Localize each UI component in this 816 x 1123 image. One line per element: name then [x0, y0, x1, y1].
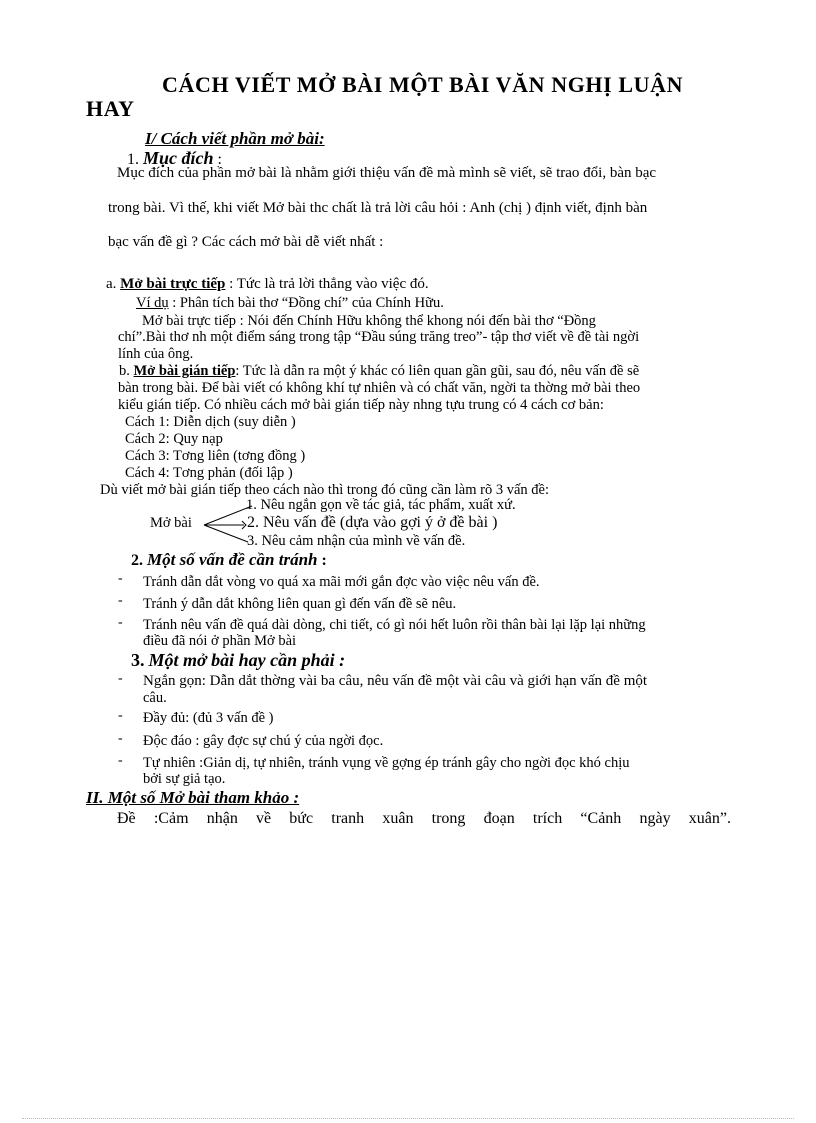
indirect-text: : Tức là dẫn ra một ý khác có liên quan gần gũi, sau đó, nêu vấn đề sẽ: [235, 363, 640, 379]
direct-example: [136, 295, 444, 312]
bullet-dash: -: [118, 671, 123, 686]
avoid-item-3-line-2: điều đã nói ở phần Mở bài: [143, 633, 297, 649]
good-item-4-line-2: bởi sự giả tạo.: [143, 771, 226, 787]
avoid-item-2: Tránh ý dẫn dắt không liên quan gì đến vấn đề sẽ nêu.: [143, 596, 457, 612]
indirect-line-3: kiểu gián tiếp. Có nhiều cách mở bài gián tiếp này nhng tựu trung có 4 cách cơ bản:: [118, 397, 604, 413]
avoid-label: Một số vấn đề cần tránh: [147, 550, 318, 569]
good-item-1-line-2: câu.: [143, 690, 167, 706]
direct-label: Mở bài trực tiếp: [120, 276, 226, 292]
bullet-dash: -: [118, 593, 123, 608]
indirect-way-4: Cách 4: Tơng phản (đối lập ): [125, 465, 293, 481]
purpose-paragraph-line-3: bạc vấn đề gì ? Các cách mở bài dễ viết nhất :: [108, 234, 384, 250]
avoid-item-3-line-1: Tránh nêu vấn đề quá dài dòng, chi tiết, có gì nói hết luôn rồi thân bài lại lặp lại những: [143, 617, 646, 633]
diagram-item-3: 3. Nêu cảm nhận của mình về vấn đề.: [247, 533, 466, 549]
purpose-number: 1.: [127, 151, 139, 168]
good-intro-heading: [131, 650, 345, 671]
good-label: Một mở bài hay cần phải :: [148, 650, 346, 670]
good-item-1-line-1: Ngắn gọn: Dẫn dắt thờng vài ba câu, nêu vấn đề một vài câu và giới hạn vấn đề một: [143, 673, 648, 689]
page-bottom-divider: [22, 1118, 794, 1119]
indirect-way-1: Cách 1: Diễn dịch (suy diễn ): [125, 414, 296, 430]
bullet-dash: -: [118, 571, 123, 586]
good-number: 3.: [131, 650, 145, 670]
avoid-colon: :: [317, 552, 327, 569]
diagram-label: Mở bài: [150, 515, 192, 531]
diagram-item-1: 1. Nêu ngắn gọn về tác giả, tác phẩm, xuất xứ.: [246, 497, 516, 513]
bullet-dash: -: [118, 615, 123, 630]
indirect-summary: Dù viết mở bài gián tiếp theo cách nào thì trong đó cũng cần làm rõ 3 vấn đề:: [100, 482, 549, 498]
indirect-intro-line: [119, 363, 639, 380]
bullet-dash: -: [118, 753, 123, 768]
indirect-line-2: bàn trong bài. Để bài viết có không khí tự nhiên và có chất văn, ngời ta thờng mở bài theo: [118, 380, 641, 396]
page-title: CÁCH VIẾT MỞ BÀI MỘT BÀI VĂN NGHỊ LUẬN: [162, 72, 684, 97]
indirect-label: Mở bài gián tiếp: [133, 363, 236, 379]
direct-prefix: a.: [106, 276, 117, 292]
indirect-way-3: Cách 3: Tơng liên (tơng đồng ): [125, 448, 306, 464]
indirect-prefix: b.: [119, 363, 130, 379]
indirect-way-2: Cách 2: Quy nạp: [125, 431, 223, 447]
avoid-heading: [131, 550, 327, 570]
direct-example-line-3: lính của ông.: [118, 346, 194, 362]
section-1-heading: I/ Cách viết phần mở bài:: [145, 129, 325, 148]
purpose-paragraph-line-1: Mục đích của phần mở bài là nhằm giới thiệu vấn đề mà mình sẽ viết, sẽ trao đổi, bàn bạc: [117, 165, 657, 181]
example-label: Ví dụ: [136, 295, 169, 311]
section-2-heading: II. Một số Mở bài tham khảo :: [86, 788, 300, 807]
direct-example-line-1: Mở bài trực tiếp : Nói đến Chính Hữu không thể khong nói đến bài thơ “Đồng: [142, 313, 596, 329]
good-item-3: Độc đáo : gây đợc sự chú ý của ngời đọc.: [143, 733, 384, 749]
avoid-number: 2.: [131, 552, 143, 569]
bullet-dash: -: [118, 731, 123, 746]
purpose-label: Mục đích: [143, 148, 214, 168]
purpose-paragraph-line-2: trong bài. Vì thế, khi viết Mở bài thc chất là trả lời câu hỏi : Anh (chị ) định viết, định bàn: [108, 200, 648, 216]
avoid-item-1: Tránh dẫn dắt vòng vo quá xa mãi mới gắn đợc vào việc nêu vấn đề.: [143, 574, 540, 590]
bullet-dash: -: [118, 708, 123, 723]
good-item-4-line-1: Tự nhiên :Giản dị, tự nhiên, tránh vụng về gợng ép tránh gây cho ngời đọc khó chịu: [143, 755, 630, 771]
direct-example-line-2: chí”.Bài thơ nh một điểm sáng trong tập “Đầu súng trăng treo”- tập thơ viết về đề tài ngời: [118, 329, 640, 345]
page-title-continued: HAY: [86, 96, 135, 121]
direct-intro-line: [106, 276, 429, 293]
example-text: : Phân tích bài thơ “Đồng chí” của Chính Hữu.: [168, 295, 444, 311]
good-item-2: Đầy đủ: (đủ 3 vấn đề ): [143, 710, 274, 726]
section-2-topic: Đề :Cảm nhận về bức tranh xuân trong đoạn trích “Cảnh ngày xuân”.: [117, 810, 731, 827]
direct-text: : Tức là trả lời thẳng vào việc đó.: [225, 276, 429, 292]
diagram-item-2: 2. Nêu vấn đề (dựa vào gợi ý ở đề bài ): [247, 514, 498, 531]
purpose-colon: :: [213, 151, 222, 168]
